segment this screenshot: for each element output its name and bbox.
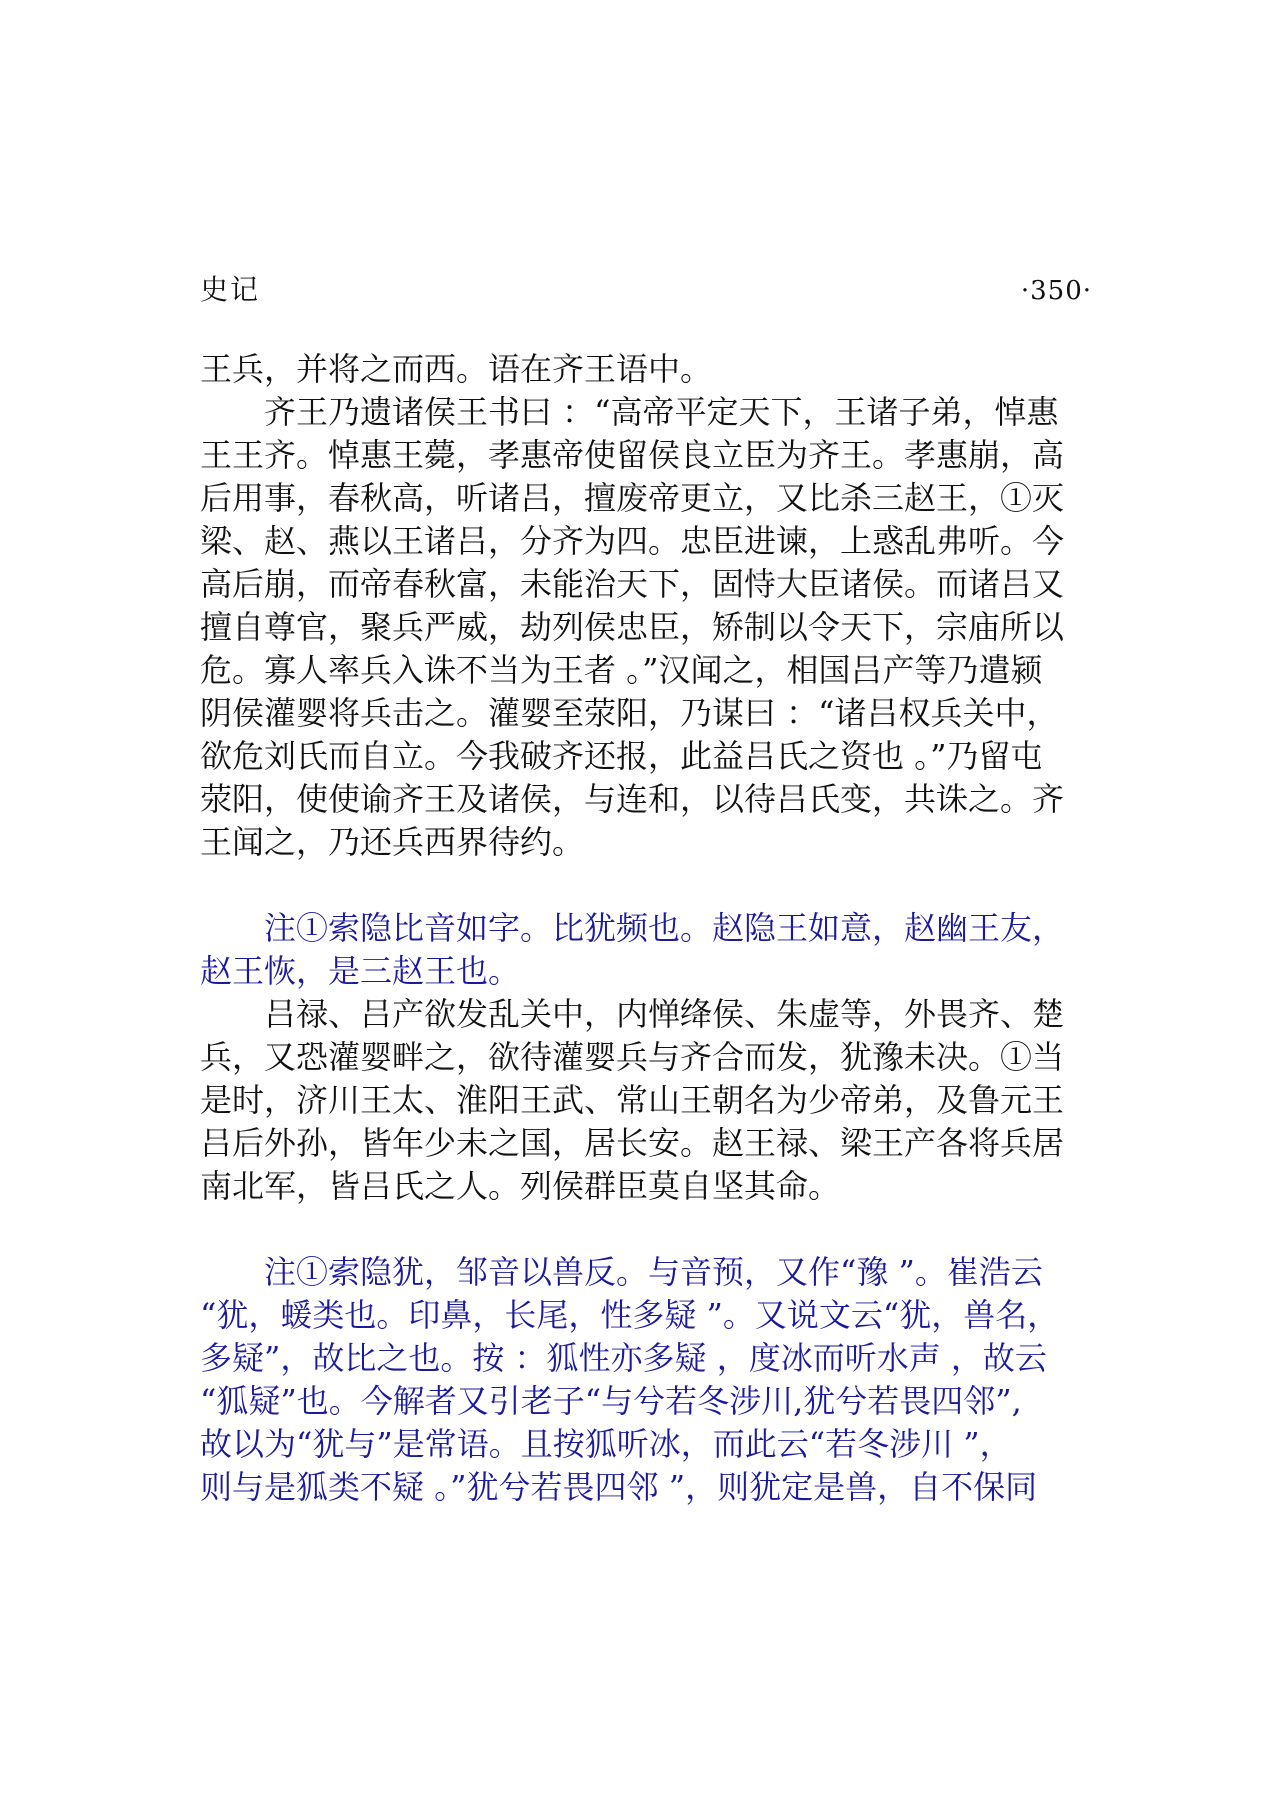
page-header [200, 268, 1092, 308]
text-line: 王兵，并将之而西。语在齐王语中。 [200, 350, 713, 388]
paragraph-gap [200, 1208, 1092, 1251]
text-line: 王王齐。悼惠王薨，孝惠帝使留侯良立臣为齐王。孝惠崩，高 [200, 436, 1065, 474]
text-line: 吕禄、吕产欲发乱关中，内惮绛侯、朱虚等，外畏齐、楚 [200, 995, 1065, 1033]
note-line: 注①索隐犹，邹音以兽反。与音预，又作“豫 ”。崔浩云 [200, 1253, 1043, 1291]
note-line: “犹，蝯类也。印鼻，长尾，性多疑 ”。又说文云“犹，兽名， [200, 1296, 1060, 1334]
text-line: 擅自尊官，聚兵严威，劫列侯忠臣，矫制以令天下，宗庙所以 [200, 608, 1065, 646]
paragraph-gap [200, 864, 1092, 907]
text-line: 王闻之，乃还兵西界待约。 [200, 823, 585, 861]
note-line: 多疑”，故比之也。按 ：狐性亦多疑 ，度冰而听水声 ，故云 [200, 1339, 1047, 1377]
annotation-note-1 [200, 907, 1092, 993]
text-line: 高后崩，而帝春秋富，未能治天下，固恃大臣诸侯。而诸吕又 [200, 565, 1065, 603]
annotation-note-2 [200, 1251, 1092, 1509]
body-block-2 [200, 993, 1092, 1208]
text-line: 南北军，皆吕氏之人。列侯群臣莫自坚其命。 [200, 1167, 841, 1205]
text-line: 阴侯灌婴将兵击之。灌婴至荥阳，乃谋曰 ：“诸吕权兵关中， [200, 694, 1059, 732]
text-line: 荥阳，使使谕齐王及诸侯，与连和，以待吕氏变，共诛之。齐 [200, 780, 1065, 818]
text-line: 是时，济川王太、淮阳王武、常山王朝名为少帝弟，及鲁元王 [200, 1081, 1065, 1119]
text-line: 齐王乃遗诸侯王书曰 ：“高帝平定天下，王诸子弟，悼惠 [200, 393, 1059, 431]
text-line: 吕后外孙，皆年少未之国，居长安。赵王禄、梁王产各将兵居 [200, 1124, 1065, 1162]
note-line: 故以为“犹与”是常语。且按狐听冰，而此云“若冬涉川 ”， [200, 1425, 1012, 1463]
text-line: 兵，又恐灌婴畔之，欲待灌婴兵与齐合而发，犹豫未决。①当 [200, 1038, 1065, 1076]
text-line: 梁、赵、燕以王诸吕，分齐为四。忠臣进谏，上惑乱弗听。今 [200, 522, 1065, 560]
note-line: “狐疑”也。今解者又引老子“与兮若冬涉川,犹兮若畏四邻”, [200, 1382, 1022, 1420]
page-content [200, 348, 1092, 1509]
note-line: 则与是狐类不疑 。”犹兮若畏四邻 ”，则犹定是兽，自不保同 [200, 1468, 1038, 1506]
book-title: 史记 [200, 273, 261, 306]
body-block-1 [200, 348, 1092, 864]
text-line: 后用事，春秋高，听诸吕，擅废帝更立，又比杀三赵王，①灭 [200, 479, 1065, 517]
text-line: 危。寡人率兵入诛不当为王者 。”汉闻之，相国吕产等乃遣颍 [200, 651, 1043, 689]
page-number: ·350· [1020, 276, 1092, 306]
text-line: 欲危刘氏而自立。今我破齐还报，此益吕氏之资也 。”乃留屯 [200, 737, 1043, 775]
note-line: 赵王恢，是三赵王也。 [200, 952, 521, 990]
note-line: 注①索隐比音如字。比犹频也。赵隐王如意，赵幽王友， [200, 909, 1065, 947]
